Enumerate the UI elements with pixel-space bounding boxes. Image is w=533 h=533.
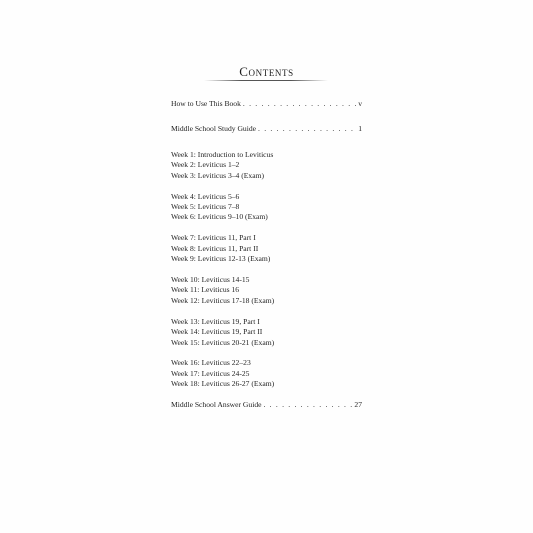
week-group xyxy=(171,358,362,389)
week-entry: Week 14: Leviticus 19, Part II xyxy=(171,327,263,337)
toc-entry-study-guide xyxy=(171,124,362,134)
week-entry: Week 8: Leviticus 11, Part II xyxy=(171,243,259,253)
week-entry: Week 11: Leviticus 16 xyxy=(171,285,240,295)
week-entry: Week 2: Leviticus 1–2 xyxy=(171,160,240,170)
heading-rule xyxy=(204,80,328,81)
dot-leader xyxy=(263,400,352,410)
week-entry: Week 1: Introduction to Leviticus xyxy=(171,149,274,159)
week-entry: Week 4: Leviticus 5–6 xyxy=(171,191,240,201)
week-group xyxy=(171,233,362,264)
toc-entry-label: How to Use This Book xyxy=(171,99,241,108)
week-group xyxy=(171,192,362,223)
week-entry: Week 7: Leviticus 11, Part I xyxy=(171,233,256,243)
week-entry: Week 6: Leviticus 9–10 (Exam) xyxy=(171,212,268,222)
week-entry: Week 15: Leviticus 20-21 (Exam) xyxy=(171,337,275,347)
week-entry: Week 16: Leviticus 22–23 xyxy=(171,358,251,368)
week-entry: Week 9: Leviticus 12-13 (Exam) xyxy=(171,254,271,264)
toc-entry-page: v xyxy=(358,99,362,108)
toc-entry-answer-guide xyxy=(171,400,362,410)
week-entry: Week 5: Leviticus 7–8 xyxy=(171,201,240,211)
contents-heading: Contents xyxy=(239,64,294,79)
toc-entry-page: 1 xyxy=(358,124,362,134)
week-group xyxy=(171,150,362,181)
dot-leader xyxy=(243,99,356,109)
week-entry: Week 3: Leviticus 3–4 (Exam) xyxy=(171,170,265,180)
dot-leader xyxy=(258,124,356,134)
toc-entry-label: Middle School Answer Guide xyxy=(171,400,262,410)
toc-entry-how-to-use xyxy=(171,99,362,109)
week-group xyxy=(171,317,362,348)
week-entry: Week 12: Leviticus 17-18 (Exam) xyxy=(171,295,275,305)
week-entry: Week 10: Leviticus 14-15 xyxy=(171,274,250,284)
week-entry: Week 13: Leviticus 19, Part I xyxy=(171,316,260,326)
week-entry: Week 17: Leviticus 24-25 xyxy=(171,368,250,378)
week-entry: Week 18: Leviticus 26-27 (Exam) xyxy=(171,379,275,389)
toc-entry-label: Middle School Study Guide xyxy=(171,124,257,134)
table-of-contents xyxy=(171,99,362,411)
toc-entry-page: 27 xyxy=(354,400,362,410)
week-group xyxy=(171,275,362,306)
